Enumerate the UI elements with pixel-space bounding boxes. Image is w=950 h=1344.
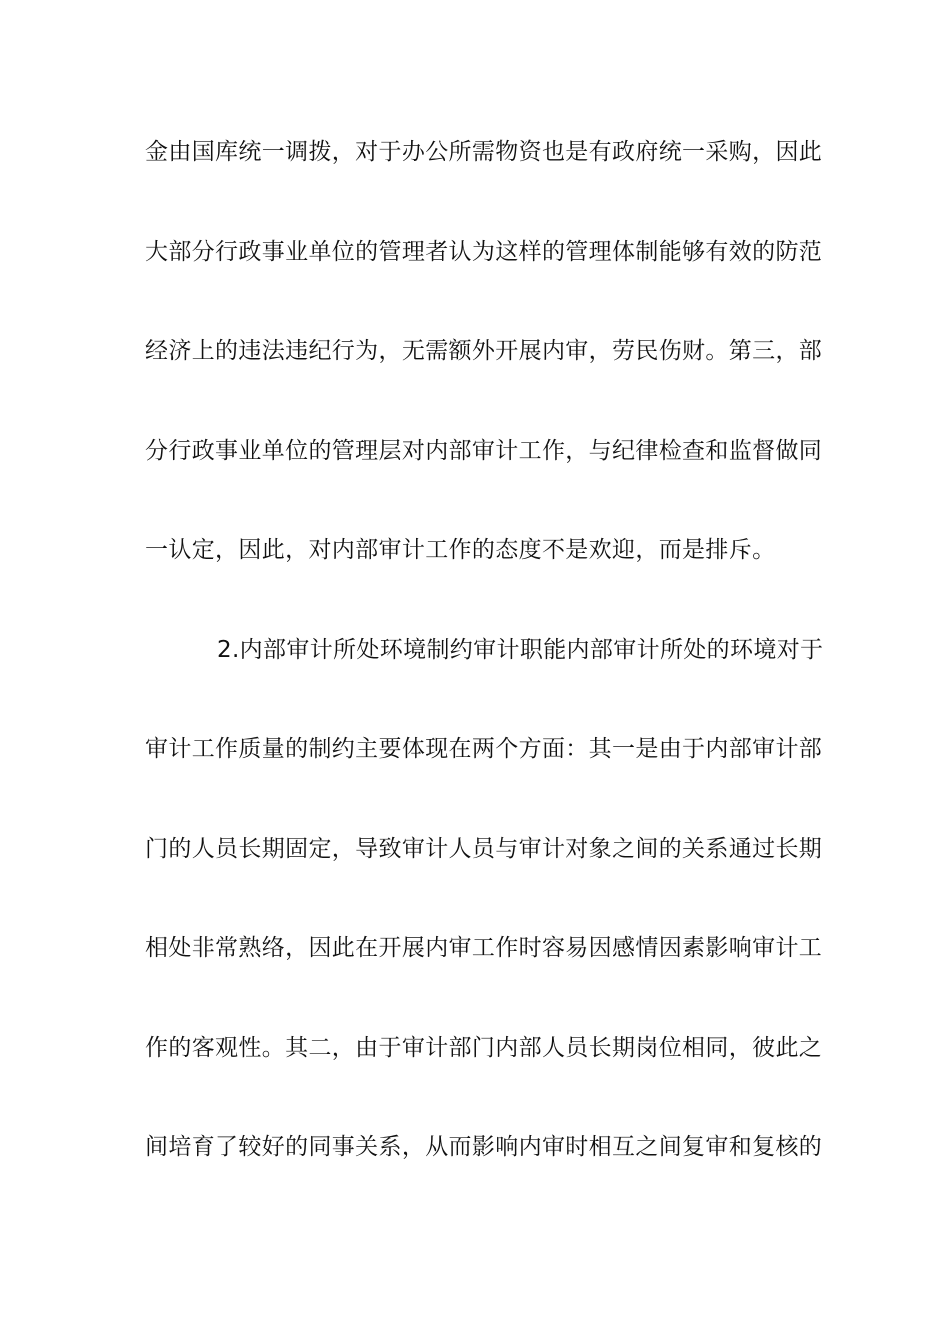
document-body (145, 124, 824, 1219)
text-line-4: 分行政事业单位的管理层对内部审计工作，与纪律检查和监督做同 (145, 437, 823, 464)
text-line-10: 作的客观性。其二，由于审计部门内部人员长期岗位相同，彼此之 (145, 1034, 823, 1061)
text-line-9: 相处非常熟络，因此在开展内审工作时容易因感情因素影响审计工 (145, 935, 823, 961)
text-line-7: 审计工作质量的制约主要体现在两个方面：其一是由于内部审计部 (145, 736, 823, 762)
section-heading-line: 2.内部审计所处环境制约审计职能内部审计所处的环境对于 (217, 636, 824, 663)
text-line-2: 大部分行政事业单位的管理者认为这样的管理体制能够有效的防范 (145, 238, 823, 265)
text-line-3: 经济上的违法违纪行为，无需额外开展内审，劳民伤财。第三，部 (145, 338, 823, 364)
text-line-8: 门的人员长期固定，导致审计人员与审计对象之间的关系通过长期 (145, 835, 823, 862)
text-line-1: 金由国库统一调拨，对于办公所需物资也是有政府统一采购，因此 (145, 139, 823, 165)
text-line-5: 一认定，因此，对内部审计工作的态度不是欢迎，而是排斥。 (145, 537, 776, 563)
text-line-11: 间培育了较好的同事关系，从而影响内审时相互之间复审和复核的 (145, 1134, 823, 1160)
